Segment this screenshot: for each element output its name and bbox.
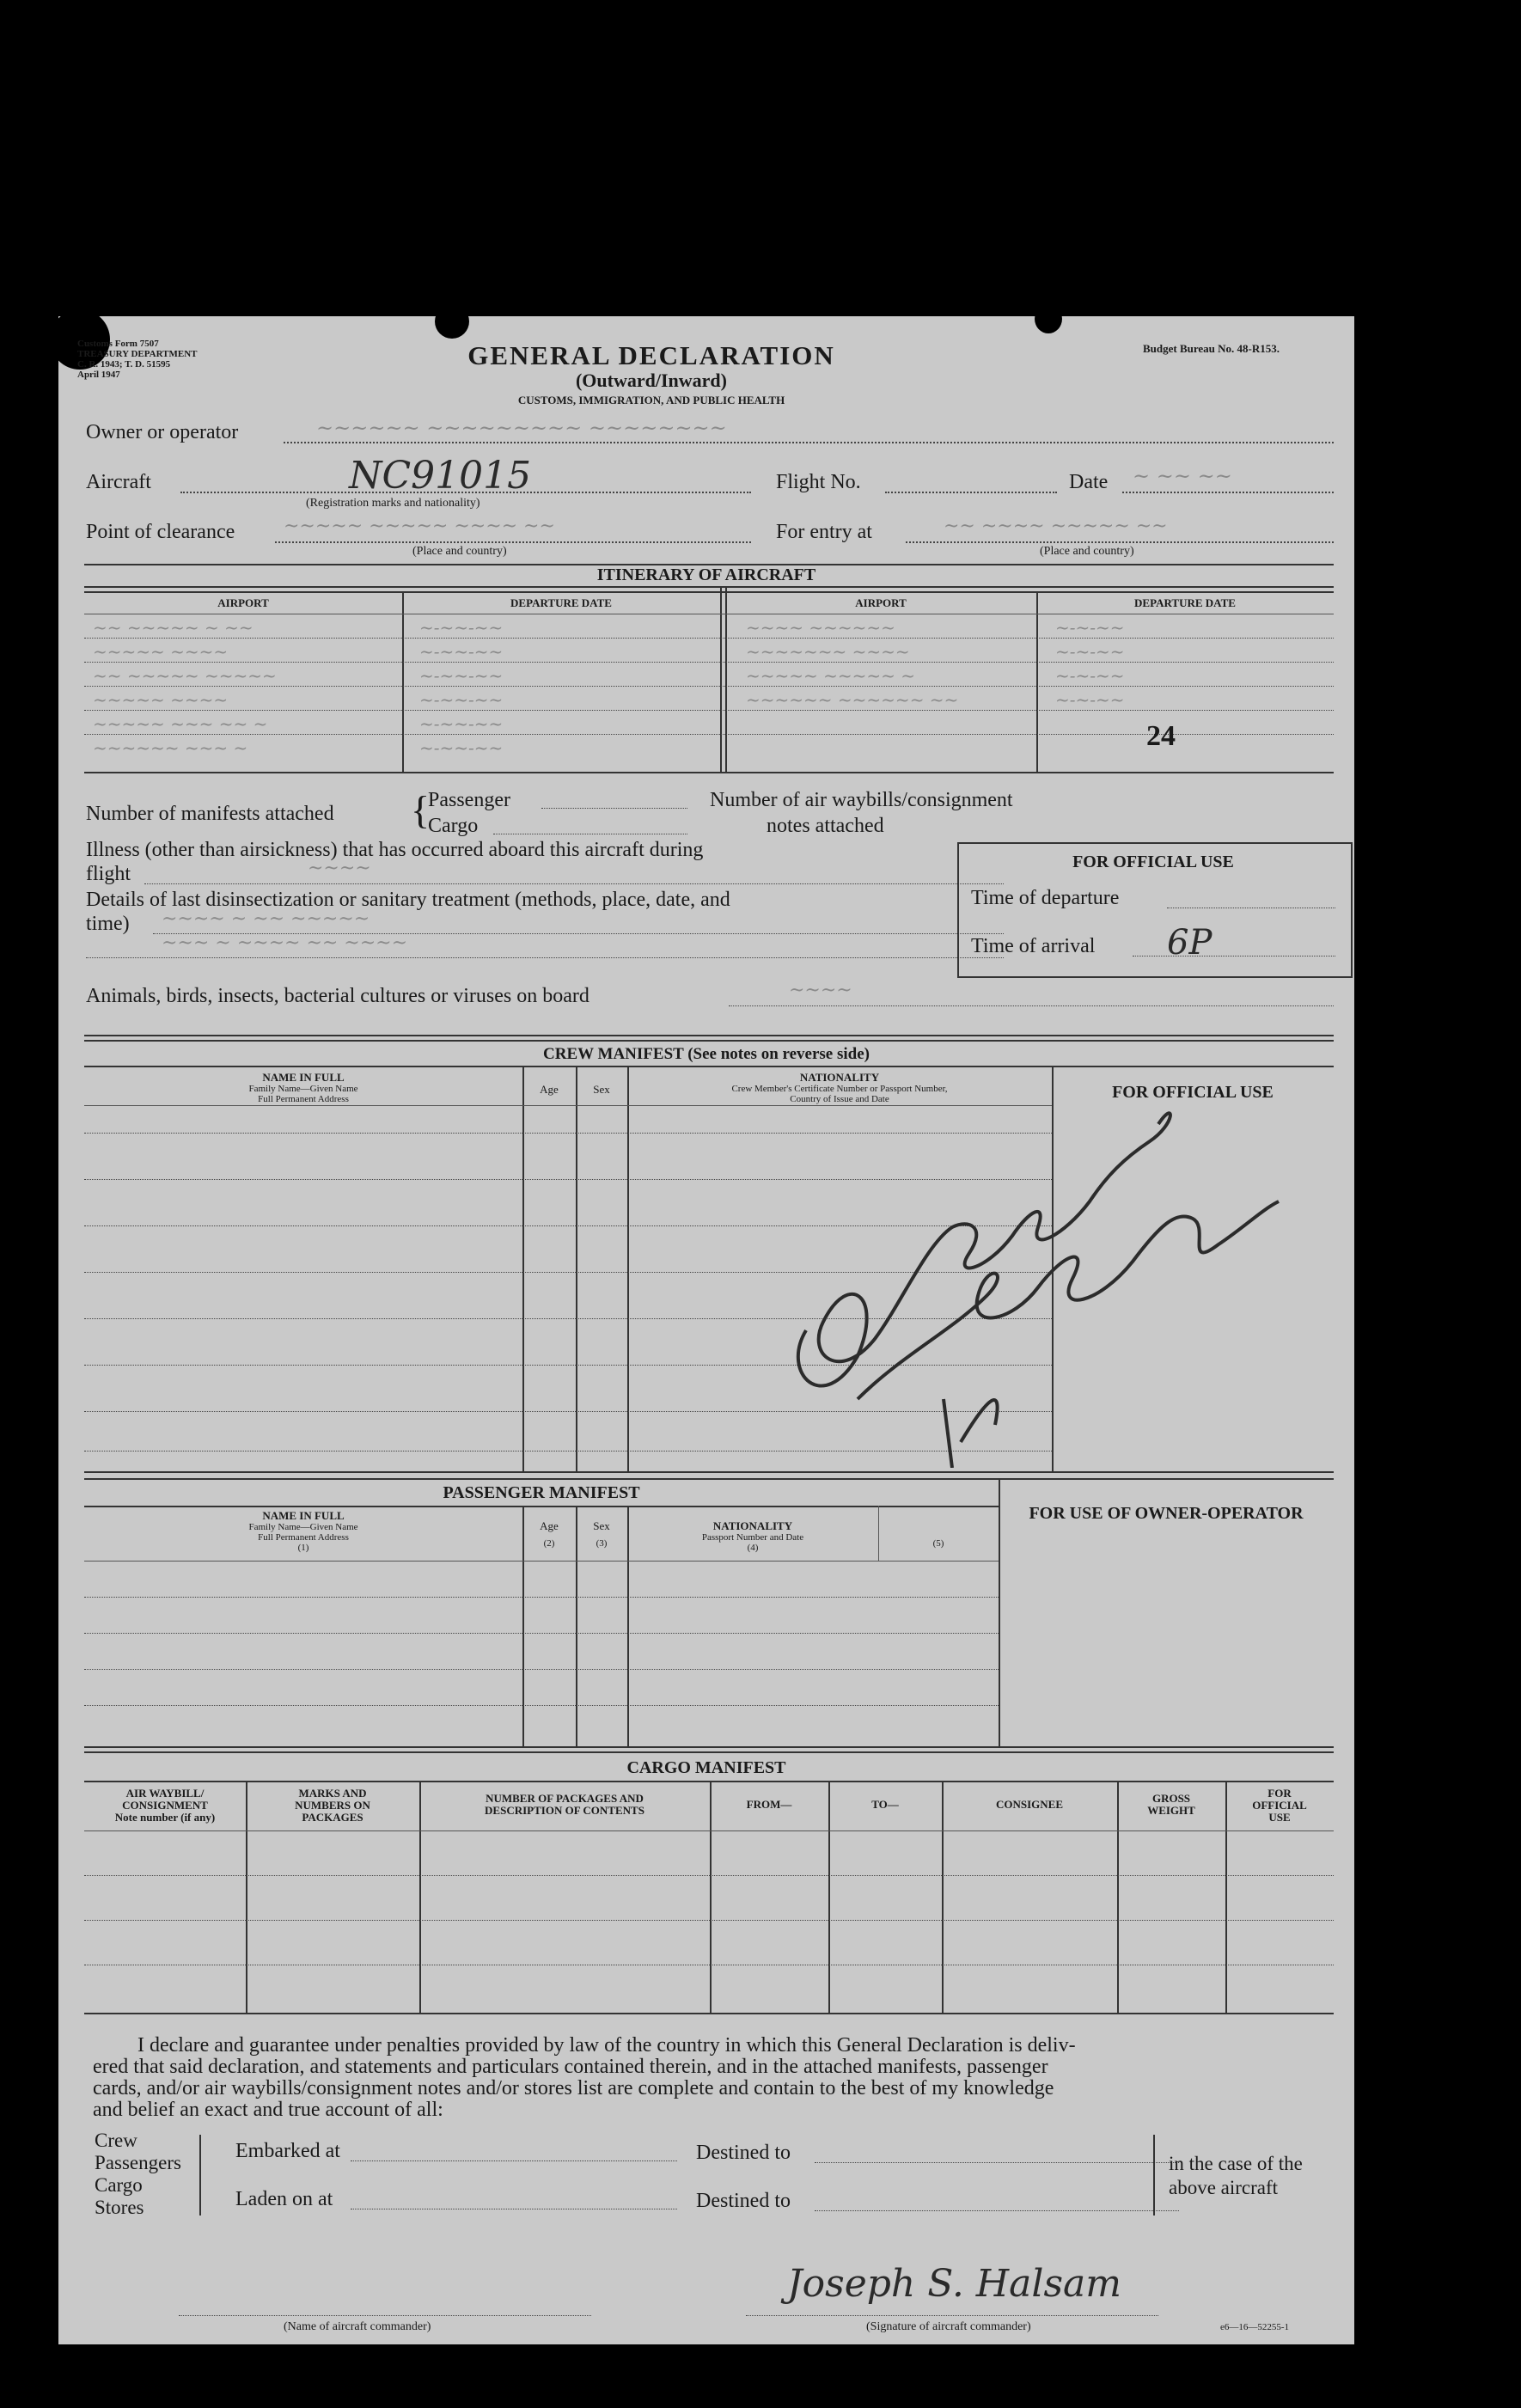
cargo-col-waybill-2: CONSIGNMENT [122,1799,208,1812]
passenger-sex-number: (3) [596,1538,608,1549]
cargo-col-from: FROM— [746,1798,792,1811]
itinerary-date-handwriting-2: ~-~-~~ ~-~-~~ ~-~-~~ ~-~-~~ [1055,617,1125,710]
item-stores: Stores [95,2197,144,2218]
itinerary-airport-header-2: AIRPORT [855,596,907,609]
crew-name-sub-1: Family Name—Given Name [248,1084,358,1094]
animals-label: Animals, birds, insects, bacterial cultures or viruses on board [86,985,589,1007]
punch-hole [1035,304,1062,333]
embarked-at-label: Embarked at [235,2140,340,2162]
date-label: Date [1069,471,1109,493]
crew-nat-sub-1: Crew Member's Certificate Number or Passport Number, [731,1084,948,1094]
crew-name-subheader [84,1084,522,1104]
owner-handwriting: ~~~~~~ ~~~~~~~~~ ~~~~~~~~ [316,416,727,440]
disinsectization-label: Details of last disinsectization or sanitary treatment (methods, place, date, and [86,889,730,911]
declaration-sheet [58,316,1354,2344]
time-label: time) [86,913,130,935]
item-passengers: Passengers [95,2152,181,2173]
passenger-nationality-header: NATIONALITY [712,1519,793,1532]
item-cargo: Cargo [95,2174,143,2196]
time-of-arrival-value: 6P [1167,923,1213,963]
cargo-col-marks-3: PACKAGES [302,1811,363,1824]
crew-sex-header: Sex [593,1083,610,1096]
destined-to-label-2: Destined to [696,2190,791,2212]
cargo-col-weight-2: WEIGHT [1147,1804,1195,1817]
crew-name-sub-2: Full Permanent Address [258,1094,349,1104]
disinsectization-handwriting: ~~~~ ~ ~~ ~~~~~ ~~~ ~ ~~~~ ~~ ~~~~ [162,908,408,954]
itinerary-airport-header: AIRPORT [217,596,269,609]
cargo-col-waybill [84,1788,246,1824]
registration-note: (Registration marks and nationality) [306,497,480,510]
passenger-name-sub-1: Family Name—Given Name [248,1522,358,1532]
form-subtitle: (Outward/Inward) [575,370,727,391]
time-of-arrival-label: Time of arrival [971,935,1096,957]
cargo-col-official-2: OFFICIAL [1252,1799,1307,1812]
form-number: Customs Form 7507 [77,339,159,349]
crew-nationality-header: NATIONALITY [799,1071,880,1084]
laden-on-at-label: Laden on at [235,2188,333,2210]
declaration-line-2: ered that said declaration, and statements and particulars contained therein, and in the attached manifests, passenger [93,2056,1048,2078]
cargo-col-packages-2: DESCRIPTION OF CONTENTS [485,1804,644,1817]
flight-label: flight [86,863,131,885]
flight-number-label: Flight No. [776,471,861,493]
aircraft-label: Aircraft [86,471,151,493]
in-case-note [1169,2152,1303,2200]
official-use-title: FOR OFFICIAL USE [1072,853,1234,871]
commander-signature: Joseph S. Halsam [787,2262,1121,2306]
crew-name-header: NAME IN FULL [262,1071,345,1084]
passenger-name-sub-3: (1) [297,1543,309,1553]
cargo-manifest-title: CARGO MANIFEST [626,1758,786,1777]
cargo-col-consignee: CONSIGNEE [995,1798,1064,1811]
item-crew: Crew [95,2130,137,2151]
crew-manifest-title: CREW MANIFEST (See notes on reverse side) [543,1045,870,1063]
itinerary-departure-header: DEPARTURE DATE [510,596,612,609]
cargo-label: Cargo [428,815,479,837]
clearance-place-note: (Place and country) [412,545,507,558]
owner-operator-use: FOR USE OF OWNER-OPERATOR [1029,1504,1304,1523]
cargo-col-official-3: USE [1268,1811,1291,1824]
declaration-line-1: I declare and guarantee under penalties provided by law of the country in which this General Declaration is deliv- [137,2034,1076,2057]
cargo-col-weight [1117,1793,1225,1817]
official-signature-scrawl [729,1073,1330,1468]
cargo-col-weight-1: GROSS [1151,1792,1191,1805]
itinerary-airport-handwriting: ~~ ~~~~~ ~ ~~ ~~~~~ ~~~~ ~~ ~~~~~ ~~~~~ ~~~~~ ~~~~ ~~~~~ ~~~ ~~ ~ ~~~~~~ ~~~ ~ [93,617,277,758]
passenger-label: Passenger [428,789,510,811]
waybills-label: Number of air waybills/consignment [710,789,1013,811]
passenger-nationality-subheader [627,1532,878,1553]
aircraft-registration: NC91015 [349,454,532,498]
declaration-line-3: cards, and/or air waybills/consignment notes and/or stores list are complete and contain to the best of my knowledge [93,2077,1054,2099]
punch-hole [435,304,469,339]
crew-nat-sub-2: Country of Issue and Date [790,1094,889,1104]
notes-attached-label: notes attached [767,815,884,837]
passenger-name-subheader [84,1522,522,1553]
passenger-manifest-title: PASSENGER MANIFEST [443,1483,640,1502]
in-case-line-1: in the case of the [1169,2153,1303,2174]
declaration-line-4: and belief an exact and true account of all: [93,2099,443,2121]
form-info [77,339,198,380]
cargo-col-official [1225,1788,1334,1824]
passenger-age-header: Age [540,1519,559,1532]
cargo-col-official-1: FOR [1268,1787,1292,1800]
passenger-name-sub-2: Full Permanent Address [258,1532,349,1543]
manifests-attached-label: Number of manifests attached [86,803,334,825]
passenger-nat-sub-2: (4) [747,1543,759,1553]
cargo-col-waybill-1: AIR WAYBILL/ [125,1787,205,1800]
illness-label: Illness (other than airsickness) that has occurred aboard this aircraft during [86,839,704,861]
cargo-col-waybill-3: Note number (if any) [114,1811,216,1824]
cargo-col-packages-1: NUMBER OF PACKAGES AND [486,1792,644,1805]
itinerary-date-handwriting: ~-~~-~~ ~-~~-~~ ~-~~-~~ ~-~~-~~ ~-~~-~~ ~-~~-~~ [419,617,504,758]
form-title: GENERAL DECLARATION [467,340,835,370]
commander-signature-note: (Signature of aircraft commander) [866,2320,1031,2333]
itinerary-departure-header-2: DEPARTURE DATE [1134,596,1236,609]
crew-official-use: FOR OFFICIAL USE [1112,1083,1274,1102]
point-of-clearance-label: Point of clearance [86,521,235,543]
illness-handwriting: ~~~~ [308,858,371,879]
department: TREASURY DEPARTMENT [77,349,198,359]
regulation-ref: C. R. 1943; T. D. 51595 [77,359,171,370]
clearance-handwriting: ~~~~~ ~~~~~ ~~~~ ~~ [284,516,555,537]
animals-handwriting: ~~~~ [789,980,852,1001]
time-of-departure-label: Time of departure [971,887,1120,909]
itinerary-airport-handwriting-2: ~~~~ ~~~~~~ ~~~~~~~ ~~~~ ~~~~~ ~~~~~ ~ ~~~~~~ ~~~~~~ ~~ [746,617,959,710]
entry-handwriting: ~~ ~~~~ ~~~~~ ~~ [944,516,1168,537]
declaration-items [95,2130,181,2219]
cargo-col-to: TO— [871,1798,899,1811]
budget-bureau-number: Budget Bureau No. 48-R153. [1143,342,1280,355]
form-subtitle-2: CUSTOMS, IMMIGRATION, AND PUBLIC HEALTH [517,394,785,406]
commander-name-note: (Name of aircraft commander) [284,2320,431,2333]
passenger-age-number: (2) [543,1538,555,1549]
print-code: e6—16—52255-1 [1220,2322,1290,2332]
declaration-text [93,2035,1076,2121]
form-date: April 1947 [77,370,120,380]
brace: { [411,788,431,832]
cargo-col-marks [246,1788,419,1824]
destined-to-label-1: Destined to [696,2142,791,2164]
owner-label: Owner or operator [86,421,239,443]
cargo-col-packages [419,1793,710,1817]
date-handwriting: ~ ~~ ~~ [1133,464,1232,488]
cargo-col-marks-2: NUMBERS ON [295,1799,370,1812]
passenger-col5-number: (5) [932,1538,944,1549]
cargo-col-marks-1: MARKS AND [298,1787,367,1800]
in-case-line-2: above aircraft [1169,2177,1279,2198]
itinerary-title: ITINERARY OF AIRCRAFT [596,565,816,584]
passenger-name-header: NAME IN FULL [262,1509,345,1522]
crew-age-header: Age [540,1083,559,1096]
stamp-number: 24 [1146,720,1176,752]
passenger-nat-sub-1: Passport Number and Date [701,1532,804,1543]
passenger-sex-header: Sex [593,1519,610,1532]
entry-label: For entry at [776,521,872,543]
entry-place-note: (Place and country) [1040,545,1134,558]
